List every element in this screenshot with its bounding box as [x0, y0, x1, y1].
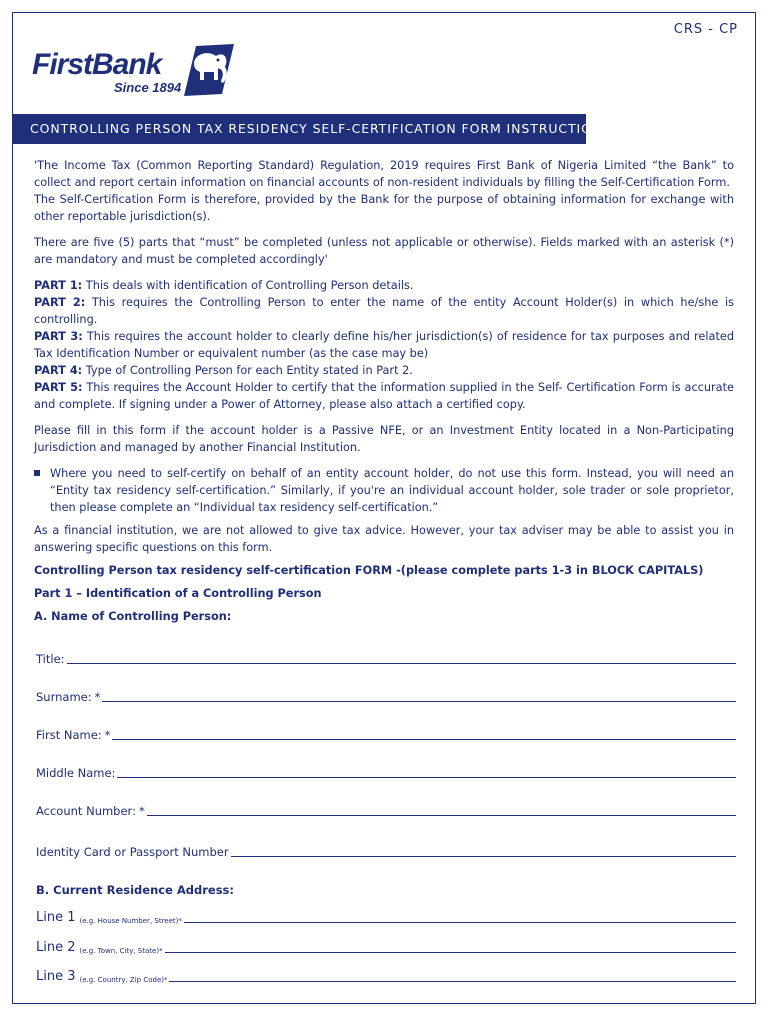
part-4-description: [34, 362, 734, 379]
required-marker: *: [104, 728, 111, 742]
first-name-input-line[interactable]: [112, 739, 736, 740]
instructions-body: [34, 157, 734, 625]
address-line-3-hint: (e.g. Country, Zip Code)*: [79, 976, 168, 984]
part-2-text: This requires the Controlling Person to enter the name of the entity Account Holder(s) in which he/she is controlling.: [34, 296, 734, 326]
section-a-heading: A. Name of Controlling Person:: [34, 610, 232, 623]
address-line-2-label: Line 2: [36, 940, 76, 955]
title-label: Title:: [36, 652, 65, 666]
bullet-square-icon: [34, 470, 40, 476]
first-name-label: First Name:: [36, 728, 102, 742]
part-3-description: [34, 328, 734, 362]
middle-name-input-line[interactable]: [117, 777, 736, 778]
address-line-1-input-line[interactable]: [184, 922, 736, 923]
section-b-heading: B. Current Residence Address:: [36, 883, 234, 897]
account-number-input-line[interactable]: [147, 815, 736, 816]
part-5-label: PART 5:: [34, 381, 83, 394]
section-b-heading-row: [36, 883, 736, 897]
intro-paragraph-3: There are five (5) parts that “must” be completed (unless not applicable or otherwise). Fields marked with an asterisk (*) are mandatory and must be completed accordingly': [34, 236, 734, 266]
id-passport-input-line[interactable]: [231, 856, 736, 857]
required-marker: *: [138, 804, 145, 818]
part-4-label: PART 4:: [34, 364, 83, 377]
surname-label: Surname:: [36, 690, 92, 704]
surname-input-line[interactable]: [102, 701, 736, 702]
account-number-label: Account Number:: [36, 804, 136, 818]
part-1-heading: Part 1 – Identification of a Controlling Person: [34, 587, 322, 600]
first-name-field[interactable]: [36, 728, 736, 742]
firstbank-logo: [32, 42, 242, 98]
address-line-2-input-line[interactable]: [165, 952, 736, 953]
address-line-2-field[interactable]: [36, 940, 736, 955]
form-code: CRS - CP: [673, 22, 738, 37]
title-input-line[interactable]: [67, 663, 736, 664]
intro-paragraph-2: The Self-Certification Form is therefore, provided by the Bank for the purpose of obtaining information for exchange with other reportable jurisdiction(s).: [34, 193, 734, 223]
address-line-1-hint: (e.g. House Number, Street)*: [79, 917, 182, 925]
address-line-1-field[interactable]: [36, 910, 736, 925]
part-3-label: PART 3:: [34, 330, 83, 343]
part-5-text: This requires the Account Holder to certify that the information supplied in the Self- Certification Form is accurate and complete. If signing under a Power of Attorney, please also attach a certified copy.: [34, 381, 734, 411]
part-2-label: PART 2:: [34, 296, 86, 309]
middle-name-label: Middle Name:: [36, 766, 116, 780]
surname-field[interactable]: [36, 690, 736, 704]
part-5-description: [34, 379, 734, 413]
tax-advice-note: As a financial institution, we are not allowed to give tax advice. However, your tax adviser may be able to assist you in answering specific questions on this form.: [34, 524, 734, 554]
address-line-3-label: Line 3: [36, 969, 76, 984]
address-line-3-input-line[interactable]: [169, 981, 736, 982]
entity-bullet-text: Where you need to self-certify on behalf of an entity account holder, do not use this form. Instead, you will need an “Entity tax residency self-certification.” Similarly, if you're an individual account holder, sole trader or sole proprietor, then please complete an “Individual tax residency self-certification.”: [50, 467, 734, 514]
part-4-text: Type of Controlling Person for each Entity stated in Part 2.: [85, 364, 413, 377]
address-line-1-label: Line 1: [36, 910, 76, 925]
intro-paragraph-1: 'The Income Tax (Common Reporting Standard) Regulation, 2019 requires First Bank of Nigeria Limited “the Bank” to collect and report certain information on financial accounts of non-resident individuals by filling the Self-Certification Form.: [34, 159, 734, 189]
address-line-3-field[interactable]: [36, 969, 736, 984]
account-number-field[interactable]: [36, 804, 736, 818]
brand-tagline: Since 1894: [114, 80, 182, 95]
title-field[interactable]: [36, 652, 736, 666]
part-3-text: This requires the account holder to clearly define his/her jurisdiction(s) of residence for tax purposes and related Tax Identification Number or equivalent number (as the case may be): [34, 330, 734, 360]
part-1-text: This deals with identification of Controlling Person details.: [85, 279, 414, 292]
entity-bullet: [34, 465, 734, 516]
required-marker: *: [94, 690, 101, 704]
part-1-label: PART 1:: [34, 279, 83, 292]
passive-nfe-note: Please fill in this form if the account holder is a Passive NFE, or an Investment Entity located in a Non-Participating Jurisdiction and managed by another Financial Institution.: [34, 424, 734, 454]
form-title: Controlling Person tax residency self-certification FORM -(please complete parts 1-3 in BLOCK CAPITALS): [34, 564, 704, 577]
elephant-icon: [182, 42, 236, 96]
id-passport-field[interactable]: [36, 845, 736, 859]
address-line-2-hint: (e.g. Town, City, State)*: [79, 947, 163, 955]
middle-name-field[interactable]: [36, 766, 736, 780]
part-1-description: [34, 277, 734, 294]
brand-name: FirstBank: [32, 48, 162, 81]
instructions-banner: CONTROLLING PERSON TAX RESIDENCY SELF-CERTIFICATION FORM INSTRUCTIONS: [12, 114, 586, 144]
id-passport-label: Identity Card or Passport Number: [36, 845, 229, 859]
part-2-description: [34, 294, 734, 328]
